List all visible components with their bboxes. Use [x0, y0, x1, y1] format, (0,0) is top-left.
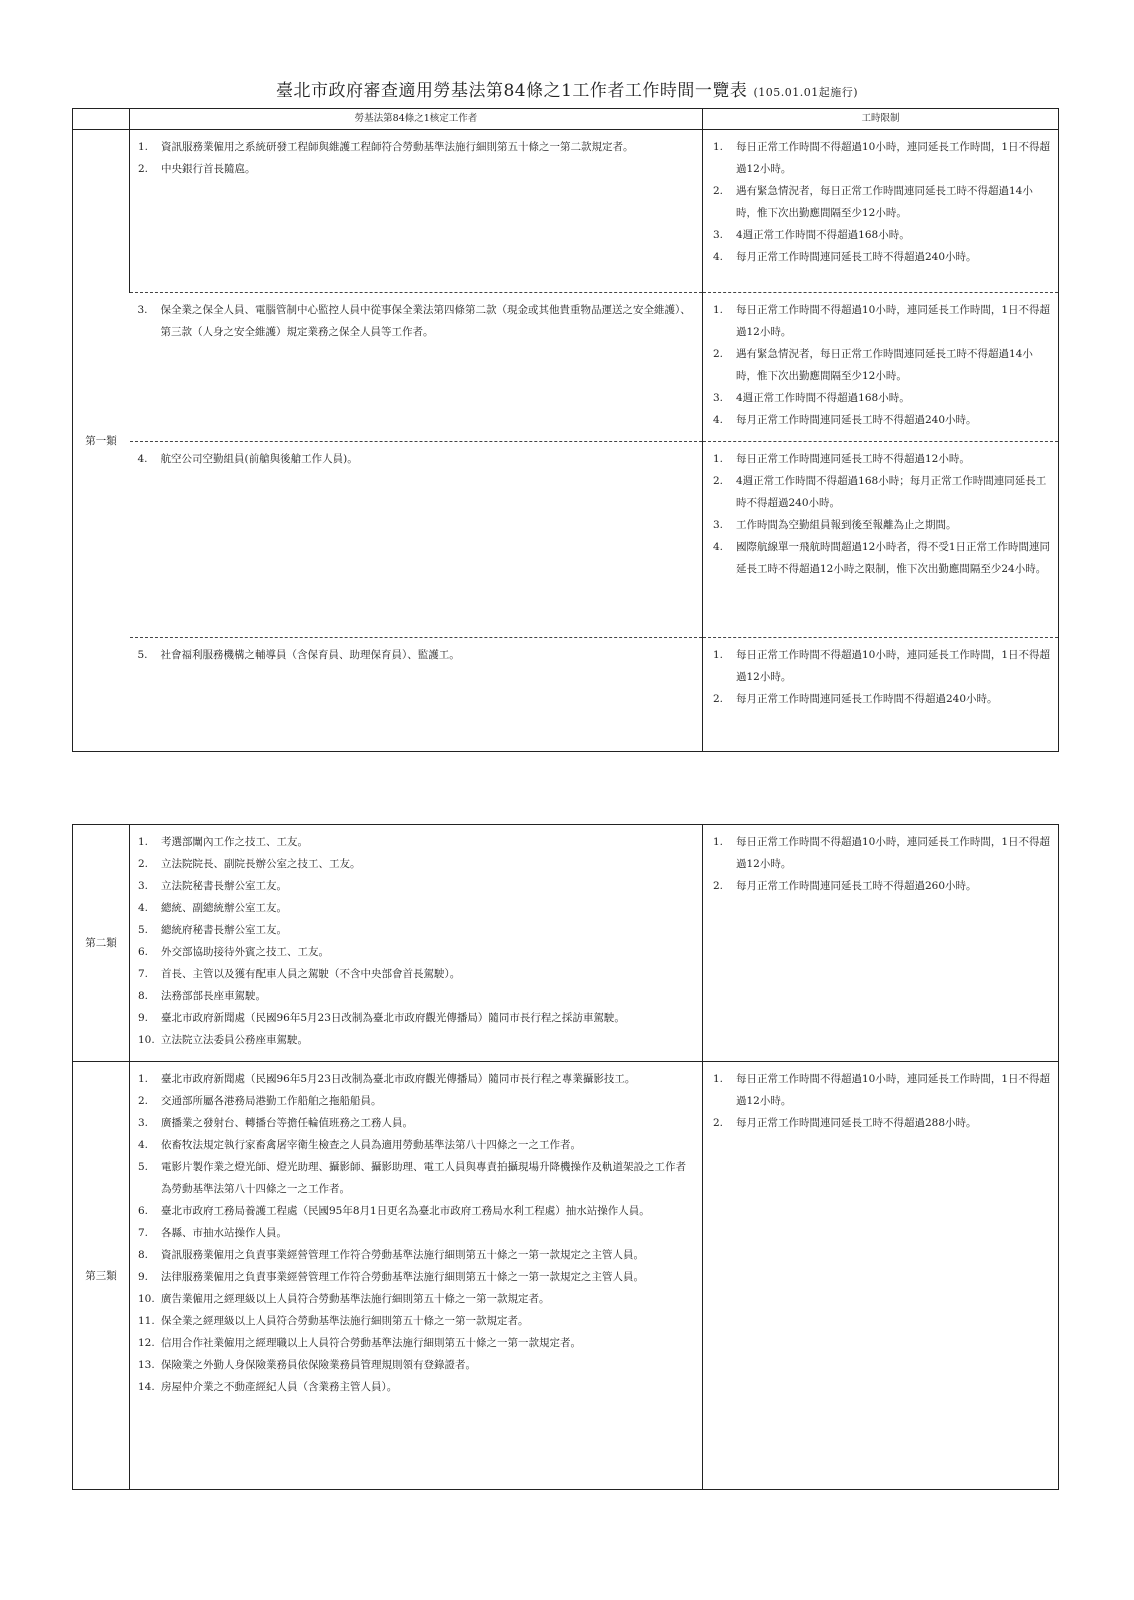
limit-item	[713, 470, 1052, 514]
limit-item-number: 3.	[713, 229, 724, 241]
limit-item	[713, 448, 1052, 470]
worker-item-text: 臺北市政府新聞處（民國96年5月23日改制為臺北市政府觀光傳播局）隨同市長行程之專業攝影技工。	[161, 1073, 636, 1085]
limits-cell	[703, 825, 1059, 1062]
worker-item	[138, 644, 695, 666]
worker-item-text: 考選部闈內工作之技工、工友。	[161, 836, 308, 848]
worker-item-text: 房屋仲介業之不動產經紀人員（含業務主管人員）。	[161, 1381, 398, 1393]
worker-item	[138, 1156, 694, 1200]
limit-item	[713, 688, 1052, 710]
worker-item	[138, 831, 694, 853]
worker-item-number: 3.	[137, 304, 148, 316]
category-label: 第三類	[73, 1062, 130, 1490]
worker-item	[138, 1310, 694, 1332]
worker-item	[138, 1029, 694, 1051]
table-row	[73, 130, 1059, 293]
limit-item-text: 每月正常工作時間連同延長工時不得超過240小時。	[736, 251, 977, 263]
limit-item	[713, 514, 1052, 536]
limit-item-text: 4週正常工作時間不得超過168小時。	[736, 392, 910, 404]
worker-item-number: 13.	[138, 1359, 155, 1371]
worker-item	[138, 1244, 694, 1266]
worker-item	[138, 299, 695, 343]
worker-item-number: 10.	[138, 1034, 155, 1046]
worker-item-text: 中央銀行首長隨扈。	[161, 163, 256, 175]
worker-item-text: 廣告業僱用之經理級以上人員符合勞動基準法施行細則第五十條之一第一款規定者。	[161, 1293, 550, 1305]
worker-item	[138, 1068, 694, 1090]
limit-item	[713, 644, 1052, 688]
limit-item-number: 2.	[713, 348, 724, 360]
limit-item-number: 3.	[713, 392, 724, 404]
title-text: 臺北市政府審查適用勞基法第84條之1工作者工作時間一覽表	[275, 81, 748, 101]
worker-item-number: 2.	[138, 1095, 149, 1107]
limit-item-number: 4.	[713, 541, 724, 553]
limit-item	[713, 831, 1052, 875]
limit-item	[713, 224, 1052, 246]
worker-item-text: 總統府秘書長辦公室工友。	[161, 924, 287, 936]
worker-item-number: 1.	[138, 836, 149, 848]
header-workers: 勞基法第84條之1核定工作者	[130, 109, 703, 130]
limit-item-text: 每日正常工作時間不得超過10小時，連同延長工作時間，1日不得超過12小時。	[736, 649, 1051, 683]
workers-cell	[130, 130, 703, 293]
worker-list	[130, 293, 703, 353]
limit-item	[713, 387, 1052, 409]
table-row	[73, 442, 1059, 638]
worker-item-number: 5.	[137, 649, 148, 661]
worker-list	[130, 825, 702, 1061]
limit-item-number: 2.	[713, 475, 724, 487]
limit-item	[713, 409, 1052, 431]
worker-item	[138, 1376, 694, 1398]
table-row	[73, 1062, 1059, 1490]
worker-item-number: 1.	[138, 1073, 149, 1085]
document-title	[0, 76, 1134, 101]
limit-item	[713, 299, 1052, 343]
worker-item-number: 1.	[138, 141, 149, 153]
worker-item-number: 10.	[138, 1293, 155, 1305]
worker-item-text: 臺北市政府新聞處（民國96年5月23日改制為臺北市政府觀光傳播局）隨同市長行程之採訪車駕駛。	[161, 1012, 625, 1024]
worker-item-text: 立法院立法委員公務座車駕駛。	[161, 1034, 308, 1046]
worker-item	[138, 875, 694, 897]
limit-item	[713, 180, 1052, 224]
worker-item-text: 信用合作社業僱用之經理職以上人員符合勞動基準法施行細則第五十條之一第一款規定者。	[161, 1337, 581, 1349]
limit-item-text: 遇有緊急情況者，每日正常工作時間連同延長工時不得超過14小時，惟下次出勤應間隔至少12小時。	[736, 348, 1033, 382]
worker-item	[138, 853, 694, 875]
limit-item-text: 4週正常工作時間不得超過168小時。	[736, 229, 910, 241]
limit-item-number: 2.	[713, 880, 724, 892]
worker-item-text: 立法院秘書長辦公室工友。	[161, 880, 287, 892]
worker-item-text: 航空公司空勤組員(前艙與後艙工作人員)。	[160, 453, 358, 465]
header-blank	[73, 109, 130, 130]
worker-item-text: 保全業之經理級以上人員符合勞動基準法施行細則第五十條之一第一款規定者。	[161, 1315, 529, 1327]
worker-list	[130, 638, 703, 676]
worker-item-text: 資訊服務業僱用之負責事業經營管理工作符合勞動基準法施行細則第五十條之一第一款規定之主管人員。	[161, 1249, 644, 1261]
worker-item-number: 6.	[138, 1205, 149, 1217]
limits-cell	[703, 1062, 1059, 1490]
worker-item-number: 9.	[138, 1012, 149, 1024]
worker-item	[138, 1332, 694, 1354]
limit-list	[703, 442, 1058, 590]
worker-item	[138, 1090, 694, 1112]
limit-list	[703, 1062, 1058, 1144]
limit-item-text: 4週正常工作時間不得超過168小時；每月正常工作時間連同延長工時不得超過240小時。	[736, 475, 1047, 509]
worker-item	[138, 448, 695, 470]
worker-item-number: 4.	[138, 902, 149, 914]
worker-item-text: 外交部協助接待外賓之技工、工友。	[161, 946, 329, 958]
limit-item-text: 每日正常工作時間不得超過10小時，連同延長工作時間，1日不得超過12小時。	[736, 836, 1051, 870]
category-label: 第二類	[85, 937, 117, 949]
worker-item	[138, 1112, 694, 1134]
limit-item-number: 4.	[713, 251, 724, 263]
category-two-three-table	[72, 824, 1059, 1490]
worker-item-text: 廣播業之發射台、轉播台等擔任輪值班務之工務人員。	[161, 1117, 413, 1129]
limit-list	[703, 825, 1058, 907]
worker-item-number: 3.	[138, 1117, 149, 1129]
worker-item	[138, 897, 694, 919]
worker-item-number: 4.	[138, 1139, 149, 1151]
worker-item-text: 電影片製作業之燈光師、燈光助理、攝影師、攝影助理、電工人員與專責拍攝現場升降機操作及軌道架設之工作者為勞動基準法第八十四條之一之工作者。	[161, 1161, 686, 1195]
worker-item	[138, 1354, 694, 1376]
worker-item	[138, 1222, 694, 1244]
worker-item	[138, 985, 694, 1007]
worker-item-number: 5.	[138, 1161, 149, 1173]
limit-item-text: 遇有緊急情況者，每日正常工作時間連同延長工時不得超過14小時，惟下次出勤應間隔至少12小時。	[736, 185, 1033, 219]
worker-item-text: 依畜牧法規定執行家畜禽屠宰衛生檢查之人員為適用勞動基準法第八十四條之一之工作者。	[161, 1139, 581, 1151]
worker-item-number: 8.	[138, 1249, 149, 1261]
category-one-table	[72, 108, 1059, 752]
limit-item-text: 國際航線單一飛航時間超過12小時者，得不受1日正常工作時間連同延長工時不得超過12小時之限制，惟下次出勤應間隔至少24小時。	[736, 541, 1051, 575]
worker-item	[138, 1288, 694, 1310]
limit-item-text: 每日正常工作時間不得超過10小時，連同延長工作時間，1日不得超過12小時。	[736, 304, 1051, 338]
limit-item-text: 每日正常工作時間連同延長工時不得超過12小時。	[736, 453, 970, 465]
limit-item-text: 每月正常工作時間連同延長工時不得超過240小時。	[736, 414, 977, 426]
workers-cell	[130, 638, 703, 752]
header-limits: 工時限制	[703, 109, 1059, 130]
worker-item-number: 2.	[138, 858, 149, 870]
worker-item-number: 7.	[138, 968, 149, 980]
worker-list	[130, 442, 703, 480]
table-row	[73, 825, 1059, 1062]
workers-cell	[130, 293, 703, 442]
table-row	[73, 293, 1059, 442]
category-label: 第一類	[85, 434, 117, 447]
limit-list	[703, 130, 1058, 278]
limit-item-text: 工作時間為空勤組員報到後至報離為止之期間。	[736, 519, 957, 531]
limit-item	[713, 1112, 1052, 1134]
workers-cell	[130, 825, 703, 1062]
worker-item-number: 8.	[138, 990, 149, 1002]
limits-cell	[703, 442, 1059, 638]
worker-item-text: 資訊服務業僱用之系統研發工程師與維護工程師符合勞動基準法施行細則第五十條之一第二款規定者。	[161, 141, 634, 153]
worker-item-text: 臺北市政府工務局養護工程處（民國95年8月1日更名為臺北市政府工務局水利工程處）抽水站操作人員。	[161, 1205, 650, 1217]
worker-item-text: 社會福利服務機構之輔導員（含保育員、助理保育員）、監護工。	[160, 649, 460, 661]
limit-item	[713, 536, 1052, 580]
worker-item-number: 14.	[138, 1381, 155, 1393]
limit-item-number: 2.	[713, 185, 724, 197]
worker-item-text: 各縣、市抽水站操作人員。	[161, 1227, 287, 1239]
limit-item-text: 每日正常工作時間不得超過10小時，連同延長工作時間，1日不得超過12小時。	[736, 1073, 1051, 1107]
worker-item-text: 法律服務業僱用之負責事業經營管理工作符合勞動基準法施行細則第五十條之一第一款規定之主管人員。	[161, 1271, 644, 1283]
worker-item-text: 立法院院長、副院長辦公室之技工、工友。	[161, 858, 361, 870]
limit-item	[713, 1068, 1052, 1112]
limit-list	[703, 638, 1058, 720]
worker-item-number: 3.	[138, 880, 149, 892]
limit-item-number: 1.	[713, 649, 724, 661]
worker-item-number: 7.	[138, 1227, 149, 1239]
worker-item	[138, 158, 694, 180]
worker-list	[130, 130, 702, 190]
worker-item-text: 保全業之保全人員、電腦管制中心監控人員中從事保全業法第四條第二款（現金或其他貴重物品運送之安全維護）、第三款（人身之安全維護）規定業務之保全人員等工作者。	[160, 304, 691, 338]
limit-item-text: 每月正常工作時間連同延長工時不得超過260小時。	[736, 880, 977, 892]
limits-cell	[703, 638, 1059, 752]
limits-cell	[703, 130, 1059, 293]
table-row	[73, 638, 1059, 752]
worker-item-text: 保險業之外勤人身保險業務員依保險業務員管理規則領有登錄證者。	[161, 1359, 476, 1371]
worker-item-number: 4.	[137, 453, 148, 465]
worker-item-text: 法務部部長座車駕駛。	[161, 990, 266, 1002]
limit-item-number: 2.	[713, 1117, 724, 1129]
limits-cell	[703, 293, 1059, 442]
limit-item-text: 每日正常工作時間不得超過10小時，連同延長工作時間，1日不得超過12小時。	[736, 141, 1051, 175]
limit-item-number: 1.	[713, 304, 724, 316]
limit-item	[713, 136, 1052, 180]
worker-item	[138, 1134, 694, 1156]
worker-item	[138, 919, 694, 941]
worker-item	[138, 941, 694, 963]
worker-item-number: 12.	[138, 1337, 155, 1349]
limit-item-number: 1.	[713, 836, 724, 848]
limit-item-number: 4.	[713, 414, 724, 426]
limit-item-number: 1.	[713, 453, 724, 465]
worker-item-number: 2.	[138, 163, 149, 175]
worker-item-number: 5.	[138, 924, 149, 936]
workers-cell	[130, 442, 703, 638]
worker-item	[138, 1266, 694, 1288]
effective-date: (105.01.01起施行)	[753, 86, 859, 99]
worker-item-number: 11.	[138, 1315, 155, 1327]
workers-cell	[130, 1062, 703, 1490]
worker-item-number: 6.	[138, 946, 149, 958]
limit-item-number: 1.	[713, 141, 724, 153]
limit-item-text: 每月正常工作時間連同延長工時不得超過288小時。	[736, 1117, 977, 1129]
worker-item-text: 總統、副總統辦公室工友。	[161, 902, 287, 914]
limit-item-number: 1.	[713, 1073, 724, 1085]
limit-item-text: 每月正常工作時間連同延長工作時間不得超過240小時。	[736, 693, 998, 705]
header-row	[73, 109, 1059, 130]
worker-item-text: 交通部所屬各港務局港勤工作船舶之拖船船員。	[161, 1095, 382, 1107]
worker-item-number: 9.	[138, 1271, 149, 1283]
worker-item	[138, 136, 694, 158]
limit-item	[713, 343, 1052, 387]
limit-item-number: 2.	[713, 693, 724, 705]
worker-item	[138, 1007, 694, 1029]
worker-list	[130, 1062, 702, 1408]
worker-item	[138, 963, 694, 985]
limit-item	[713, 875, 1052, 897]
worker-item	[138, 1200, 694, 1222]
limit-item-number: 3.	[713, 519, 724, 531]
limit-list	[703, 293, 1058, 441]
worker-item-text: 首長、主管以及獲有配車人員之駕駛（不含中央部會首長駕駛）。	[161, 968, 461, 980]
limit-item	[713, 246, 1052, 268]
